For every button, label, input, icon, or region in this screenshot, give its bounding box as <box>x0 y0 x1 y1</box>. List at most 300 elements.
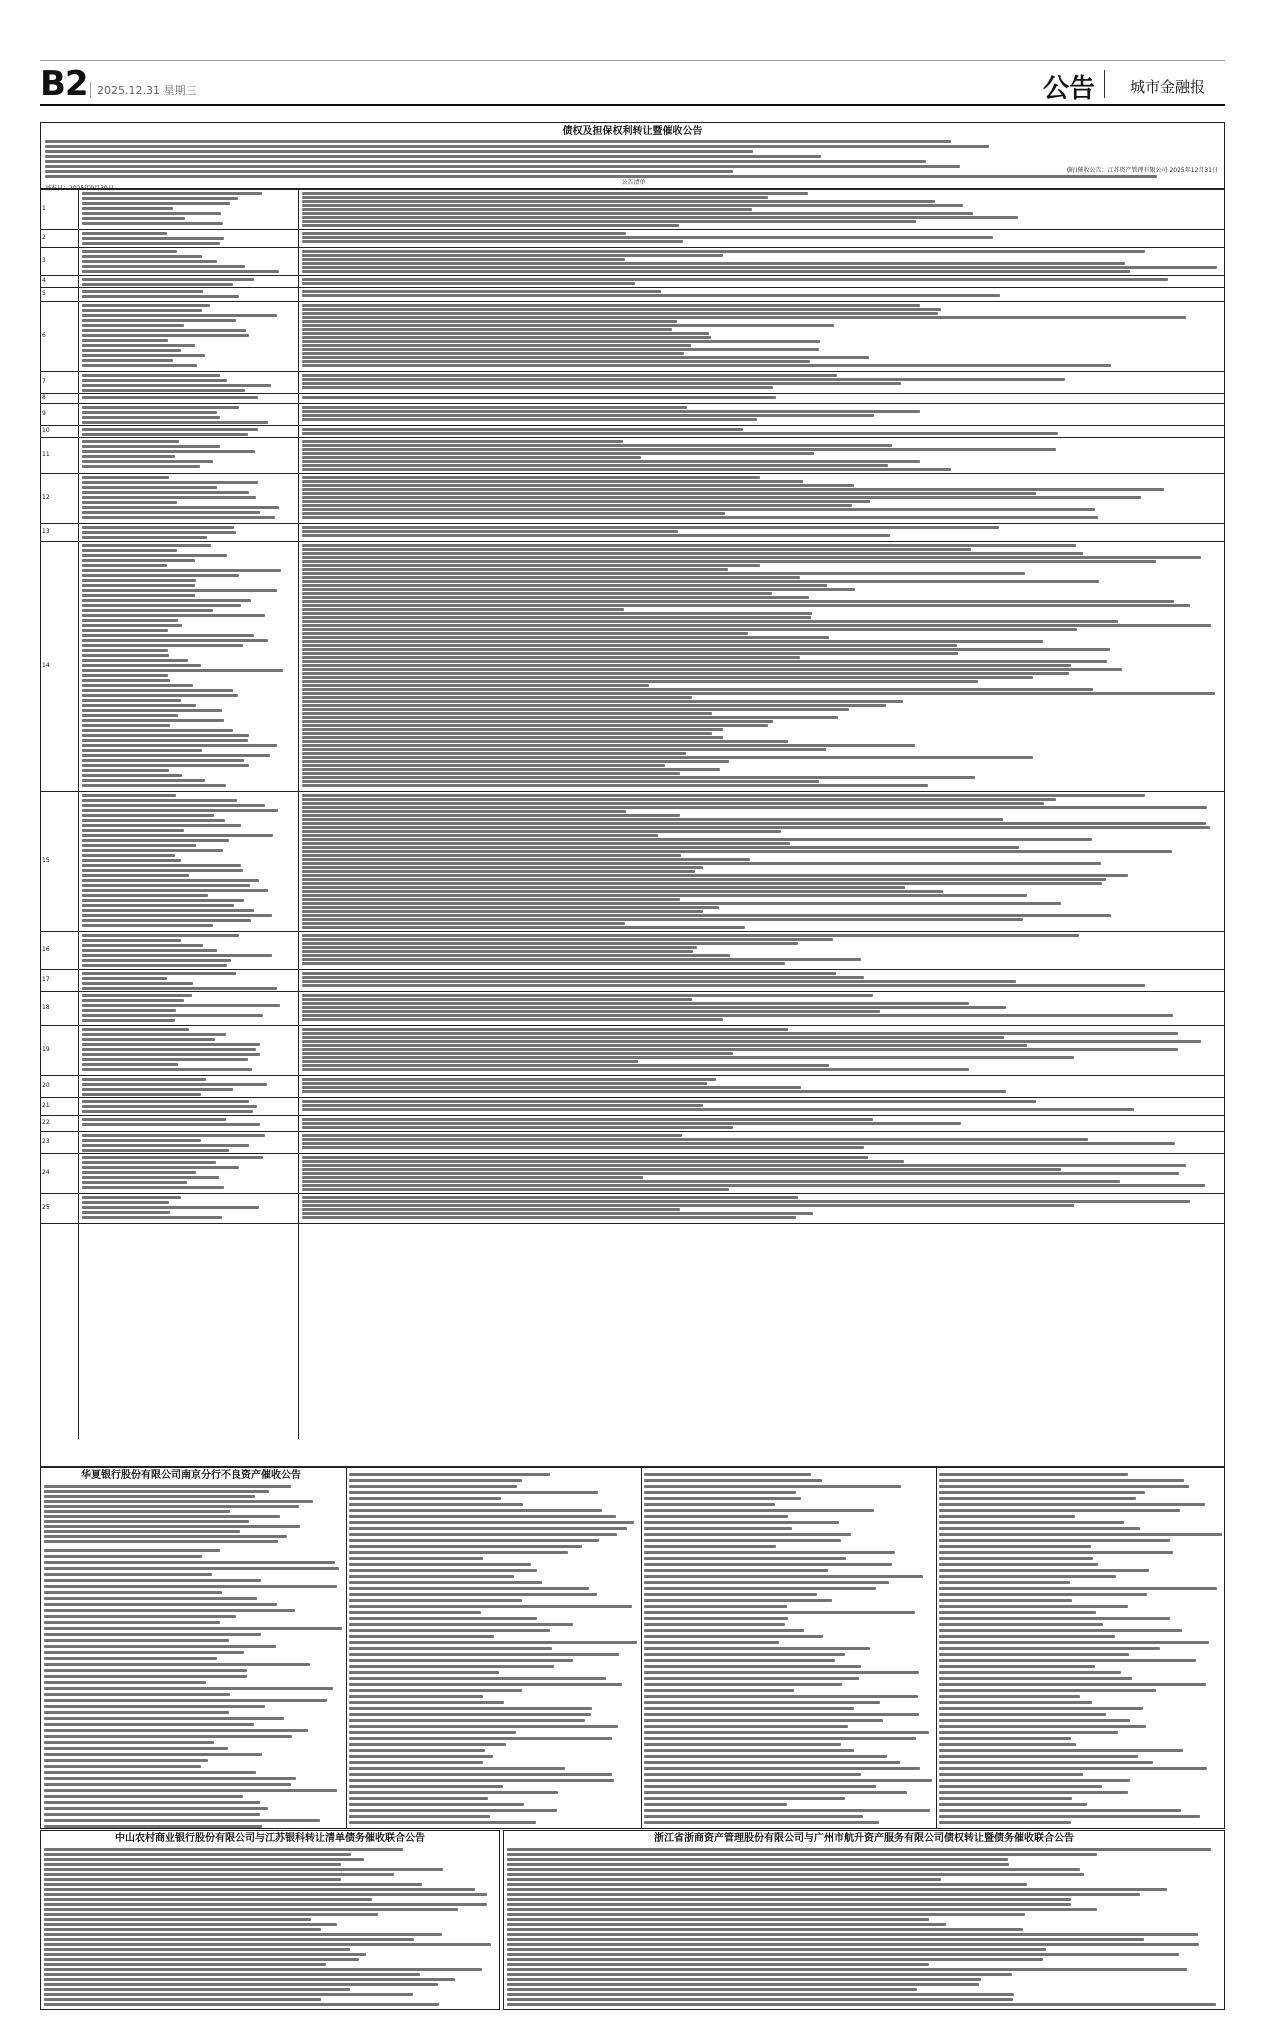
fine-print-line <box>82 1216 222 1219</box>
borrower-cell <box>82 525 294 540</box>
row-number: 24 <box>42 1169 50 1176</box>
row-number: 25 <box>42 1204 50 1211</box>
fine-print-line <box>644 1737 916 1740</box>
fine-print-line <box>302 620 1118 623</box>
fine-print-line <box>302 418 757 421</box>
fine-print-line <box>44 1705 265 1708</box>
fine-print-line <box>939 1485 1189 1488</box>
fine-print-line <box>302 958 861 961</box>
fine-print-line <box>82 814 214 817</box>
fine-print-line <box>44 1888 475 1891</box>
fine-print-line <box>644 1581 889 1584</box>
fine-print-line <box>302 962 785 965</box>
fine-print-line <box>302 866 703 869</box>
fine-print-line <box>82 544 211 547</box>
fine-print-line <box>939 1605 1128 1608</box>
fine-print-line <box>82 207 173 210</box>
fine-print-line <box>302 1104 703 1107</box>
collateral-cell <box>302 1077 1220 1096</box>
fine-print-line <box>44 1585 337 1588</box>
fine-print-line <box>302 340 820 343</box>
fine-print-line <box>302 784 928 787</box>
fine-print-line <box>349 1521 634 1524</box>
fine-print-line <box>644 1791 907 1794</box>
fine-print-line <box>82 260 217 263</box>
fine-print-line <box>302 794 1145 797</box>
footer-left-body <box>44 1847 498 2007</box>
fine-print-line <box>507 1973 1012 1976</box>
fine-print-line <box>349 1611 481 1614</box>
fine-print-line <box>302 508 1095 511</box>
fine-print-line <box>44 1968 482 1971</box>
fine-print-line <box>349 1605 632 1608</box>
fine-print-line <box>939 1569 1149 1572</box>
footer-left-title: 中山农村商业银行股份有限公司与江苏银科转让清单债务催收联合公告 <box>115 1833 425 1844</box>
fine-print-line <box>939 1779 1130 1782</box>
fine-print-line <box>302 290 661 293</box>
fine-print-line <box>82 689 233 692</box>
fine-print-line <box>44 1549 220 1552</box>
fine-print-line <box>507 1933 1198 1936</box>
row-number: 11 <box>42 451 50 458</box>
fine-print-line <box>302 500 870 503</box>
borrower-cell <box>82 933 294 968</box>
fine-print-line <box>302 1188 729 1191</box>
list-label: 公告清单 <box>621 179 646 186</box>
fine-print-line <box>349 1731 516 1734</box>
fine-print-line <box>82 496 256 499</box>
fine-print-line <box>302 448 1056 451</box>
fine-print-line <box>82 428 258 431</box>
fine-print-line <box>82 604 241 607</box>
fine-print-line <box>349 1641 637 1644</box>
fine-print-line <box>349 1659 573 1662</box>
fine-print-line <box>644 1587 876 1590</box>
fine-print-line <box>82 396 258 399</box>
fine-print-line <box>302 994 873 997</box>
fine-print-line <box>44 1928 321 1931</box>
fine-print-line <box>82 579 196 582</box>
fine-print-line <box>507 1993 1014 1996</box>
fine-print-line <box>349 1485 517 1488</box>
bottom-middle-table <box>349 1472 639 1827</box>
table-row-divider <box>40 371 1225 372</box>
fine-print-line <box>44 1853 351 1856</box>
fine-print-line <box>644 1617 788 1620</box>
fine-print-line <box>939 1671 1121 1674</box>
fine-print-line <box>349 1785 503 1788</box>
fine-print-line <box>302 1090 1006 1093</box>
fine-print-line <box>302 934 1079 937</box>
fine-print-line <box>82 549 177 552</box>
fine-print-line <box>302 1180 1120 1183</box>
fine-print-line <box>82 359 173 362</box>
bottom-left-title: 华夏银行股份有限公司南京分行不良资产催收公告 <box>81 1470 301 1481</box>
fine-print-line <box>302 822 1206 825</box>
fine-print-line <box>82 569 281 572</box>
fine-print-line <box>82 465 200 468</box>
collateral-cell <box>302 1117 1220 1130</box>
fine-print-line <box>939 1551 1173 1554</box>
fine-print-line <box>44 1958 359 1961</box>
borrower-cell <box>82 793 294 930</box>
fine-print-line <box>939 1695 1080 1698</box>
fine-print-line <box>302 236 993 239</box>
fine-print-line <box>44 1973 420 1976</box>
fine-print-line <box>302 648 1110 651</box>
fine-print-line <box>302 600 1174 603</box>
fine-print-line <box>82 784 226 787</box>
fine-print-line <box>82 1038 215 1041</box>
fine-print-line <box>302 942 798 945</box>
fine-print-line <box>44 1567 339 1570</box>
fine-print-line <box>349 1797 488 1800</box>
bottom-right-table-a <box>644 1472 934 1827</box>
fine-print-line <box>349 1539 599 1542</box>
row-number: 3 <box>42 257 46 264</box>
fine-print-line <box>349 1803 524 1806</box>
borrower-cell <box>82 303 294 370</box>
fine-print-line <box>302 1018 723 1021</box>
sign-date: 2025年12月31日 <box>1169 167 1218 174</box>
fine-print-line <box>82 421 268 424</box>
fine-print-line <box>302 954 730 957</box>
fine-print-line <box>349 1779 614 1782</box>
table-row-divider <box>40 1193 1225 1194</box>
borrower-cell <box>82 395 294 402</box>
fine-print-line <box>939 1641 1209 1644</box>
row-number: 19 <box>42 1046 50 1053</box>
fine-print-line <box>44 1591 222 1594</box>
table-row-divider <box>40 1075 1225 1076</box>
fine-print-line <box>44 1983 438 1986</box>
fine-print-line <box>302 712 712 715</box>
fine-print-line <box>302 530 678 533</box>
borrower-cell <box>82 191 294 228</box>
fine-print-line <box>44 1645 276 1648</box>
fine-print-line <box>349 1527 627 1530</box>
fine-print-line <box>44 1485 291 1488</box>
fine-print-line <box>644 1491 796 1494</box>
borrower-cell <box>82 277 294 286</box>
fine-print-line <box>302 262 1125 265</box>
fine-print-line <box>44 1490 269 1493</box>
fine-print-line <box>44 1741 214 1744</box>
fine-print-line <box>44 1505 299 1508</box>
fine-print-line <box>82 554 227 557</box>
fine-print-line <box>44 1759 208 1762</box>
fine-print-line <box>349 1725 618 1728</box>
fine-print-line <box>644 1653 845 1656</box>
table-row-divider <box>40 791 1225 792</box>
fine-print-line <box>82 1100 249 1103</box>
fine-print-line <box>82 564 167 567</box>
table-row-divider <box>40 969 1225 970</box>
fine-print-line <box>302 278 1168 281</box>
fine-print-line <box>644 1479 822 1482</box>
borrower-cell <box>82 971 294 990</box>
fine-print-line <box>82 1014 263 1017</box>
fine-print-line <box>44 1807 268 1810</box>
collateral-cell <box>302 303 1220 370</box>
fine-print-line <box>82 1068 252 1071</box>
fine-print-line <box>302 854 681 857</box>
fine-print-line <box>82 669 283 672</box>
fine-print-line <box>82 411 217 414</box>
fine-print-line <box>302 1196 798 1199</box>
fine-print-line <box>302 516 1098 519</box>
fine-print-line <box>82 1004 280 1007</box>
fine-print-line <box>349 1575 514 1578</box>
fine-print-line <box>939 1545 1091 1548</box>
fine-print-line <box>644 1575 923 1578</box>
fine-print-line <box>302 588 855 591</box>
fine-print-line <box>939 1503 1205 1506</box>
fine-print-line <box>44 1908 458 1911</box>
fine-print-line <box>302 870 695 873</box>
fine-print-line <box>644 1707 854 1710</box>
fine-print-line <box>44 1789 337 1792</box>
fine-print-line <box>644 1659 835 1662</box>
fine-print-line <box>45 150 753 153</box>
fine-print-line <box>302 1172 1179 1175</box>
fine-print-line <box>82 1118 226 1121</box>
fine-print-line <box>44 1681 206 1684</box>
fine-print-line <box>82 197 238 200</box>
fine-print-line <box>507 1998 1013 2001</box>
fine-print-line <box>44 1510 230 1513</box>
fine-print-line <box>302 1078 716 1081</box>
fine-print-line <box>302 428 743 431</box>
fine-print-line <box>302 568 728 571</box>
fine-print-line <box>644 1485 901 1488</box>
fine-print-line <box>302 1028 788 1031</box>
fine-print-line <box>44 1765 201 1768</box>
fine-print-line <box>302 336 711 339</box>
table-row-divider <box>40 393 1225 394</box>
fine-print-line <box>82 944 203 947</box>
collateral-cell <box>302 543 1220 790</box>
fine-print-line <box>82 609 213 612</box>
fine-print-line <box>302 732 712 735</box>
fine-print-line <box>302 576 800 579</box>
fine-print-line <box>82 659 188 662</box>
fine-print-line <box>349 1665 554 1668</box>
borrower-cell <box>82 1195 294 1222</box>
fine-print-line <box>82 1083 267 1086</box>
fine-print-line <box>302 456 641 459</box>
fine-print-line <box>302 1086 801 1089</box>
table-row-divider <box>40 247 1225 248</box>
fine-print-line <box>939 1713 1106 1716</box>
fine-print-line <box>302 1044 1027 1047</box>
bottom-right-table-b <box>939 1472 1223 1827</box>
fine-print-line <box>349 1509 602 1512</box>
fine-print-line <box>302 780 819 783</box>
fine-print-line <box>44 1675 247 1678</box>
fine-print-line <box>82 491 249 494</box>
fine-print-line <box>939 1473 1128 1476</box>
fine-print-line <box>82 674 168 677</box>
collateral-cell <box>302 475 1220 522</box>
fine-print-line <box>644 1635 823 1638</box>
fine-print-line <box>302 656 800 659</box>
fine-print-line <box>302 208 752 211</box>
fine-print-line <box>82 1063 178 1066</box>
fine-print-line <box>82 614 265 617</box>
fine-print-line <box>44 1933 442 1936</box>
fine-print-line <box>82 349 181 352</box>
fine-print-line <box>82 819 225 822</box>
fine-print-line <box>44 1555 202 1558</box>
fine-print-line <box>349 1689 522 1692</box>
fine-print-line <box>302 652 958 655</box>
collateral-cell <box>302 231 1220 246</box>
fine-print-line <box>302 378 1065 381</box>
fine-print-line <box>82 779 205 782</box>
fine-print-line <box>302 312 938 315</box>
fine-print-line <box>302 254 723 257</box>
fine-print-line <box>302 842 790 845</box>
fine-print-line <box>302 596 809 599</box>
table-row-divider <box>40 931 1225 932</box>
fine-print-line <box>302 548 971 551</box>
fine-print-line <box>44 1771 256 1774</box>
fine-print-line <box>82 295 239 298</box>
fine-print-line <box>302 352 684 355</box>
issue-date: 2025.12.31 星期三 <box>90 82 196 98</box>
collateral-cell <box>302 1195 1220 1222</box>
fine-print-line <box>507 1968 1187 1971</box>
fine-print-line <box>44 1699 327 1702</box>
fine-print-line <box>302 768 720 771</box>
fine-print-line <box>44 1813 260 1816</box>
fine-print-line <box>939 1791 1128 1794</box>
row-number: 17 <box>42 976 50 983</box>
fine-print-line <box>82 884 250 887</box>
fine-print-line <box>507 2003 1216 2006</box>
fine-print-line <box>44 1717 284 1720</box>
fine-print-line <box>302 624 1211 627</box>
fine-print-line <box>302 664 1071 667</box>
fine-print-line <box>82 1149 229 1152</box>
fine-print-line <box>82 1019 175 1022</box>
row-number: 12 <box>42 494 50 501</box>
fine-print-line <box>82 384 271 387</box>
fine-print-line <box>44 1753 262 1756</box>
fine-print-line <box>349 1707 592 1710</box>
fine-print-line <box>939 1647 1160 1650</box>
fine-print-line <box>82 1206 259 1209</box>
fine-print-line <box>302 584 827 587</box>
fine-print-line <box>507 1943 1199 1946</box>
fine-print-line <box>302 406 687 409</box>
fine-print-line <box>302 1204 1074 1207</box>
collateral-cell <box>302 249 1220 274</box>
page-number: B2 <box>40 64 88 104</box>
table-row-divider <box>40 1131 1225 1132</box>
fine-print-line <box>302 938 833 941</box>
fine-print-line <box>644 1713 919 1716</box>
fine-print-line <box>302 776 975 779</box>
fine-print-line <box>507 1978 981 1981</box>
borrower-cell <box>82 1155 294 1192</box>
fine-print-line <box>44 1795 243 1798</box>
fine-print-line <box>302 192 808 195</box>
fine-print-line <box>302 894 1027 897</box>
fine-print-line <box>82 639 268 642</box>
fine-print-line <box>302 1212 813 1215</box>
bottom-left-intro <box>44 1484 339 1544</box>
borrower-cell <box>82 373 294 392</box>
fine-print-line <box>939 1587 1217 1590</box>
fine-print-line <box>349 1635 494 1638</box>
fine-print-line <box>302 736 723 739</box>
fine-print-line <box>302 492 1036 495</box>
fine-print-line <box>349 1503 523 1506</box>
fine-print-line <box>507 1928 1023 1931</box>
fine-print-line <box>939 1659 1196 1662</box>
fine-print-line <box>302 898 680 901</box>
fine-print-line <box>302 830 781 833</box>
collateral-cell <box>302 373 1220 392</box>
fine-print-line <box>44 1711 229 1714</box>
fine-print-line <box>349 1569 537 1572</box>
fine-print-line <box>644 1779 932 1782</box>
collateral-cell <box>302 395 1220 402</box>
fine-print-line <box>507 1888 1167 1891</box>
fine-print-line <box>44 1938 414 1941</box>
fine-print-line <box>302 632 748 635</box>
fine-print-line <box>45 160 926 163</box>
fine-print-line <box>302 1160 904 1163</box>
fine-print-line <box>45 165 960 168</box>
fine-print-line <box>302 1060 638 1063</box>
fine-print-line <box>302 356 869 359</box>
main-notice-signature <box>1067 165 1218 174</box>
fine-print-line <box>82 904 234 907</box>
fine-print-line <box>349 1545 582 1548</box>
fine-print-line <box>302 364 1111 367</box>
fine-print-line <box>302 196 768 199</box>
collateral-cell <box>302 1155 1220 1192</box>
fine-print-line <box>302 324 834 327</box>
fine-print-line <box>302 1138 1088 1141</box>
fine-print-line <box>82 939 181 942</box>
fine-print-line <box>302 818 1003 821</box>
fine-print-line <box>302 672 1069 675</box>
fine-print-line <box>302 998 692 1001</box>
table-row-divider <box>40 1115 1225 1116</box>
fine-print-line <box>82 724 170 727</box>
fine-print-line <box>644 1719 883 1722</box>
row-number: 4 <box>42 277 46 284</box>
fine-print-line <box>82 719 224 722</box>
borrower-cell <box>82 231 294 246</box>
fine-print-line <box>82 864 241 867</box>
table-row-divider <box>40 437 1225 438</box>
fine-print-line <box>44 1988 350 1991</box>
fine-print-line <box>644 1677 859 1680</box>
fine-print-line <box>349 1695 483 1698</box>
fine-print-line <box>82 1093 201 1096</box>
fine-print-line <box>939 1521 1124 1524</box>
fine-print-line <box>82 684 193 687</box>
fine-print-line <box>507 1923 946 1926</box>
fine-print-line <box>302 846 1019 849</box>
fine-print-line <box>302 332 709 335</box>
row-number: 21 <box>42 1102 50 1109</box>
